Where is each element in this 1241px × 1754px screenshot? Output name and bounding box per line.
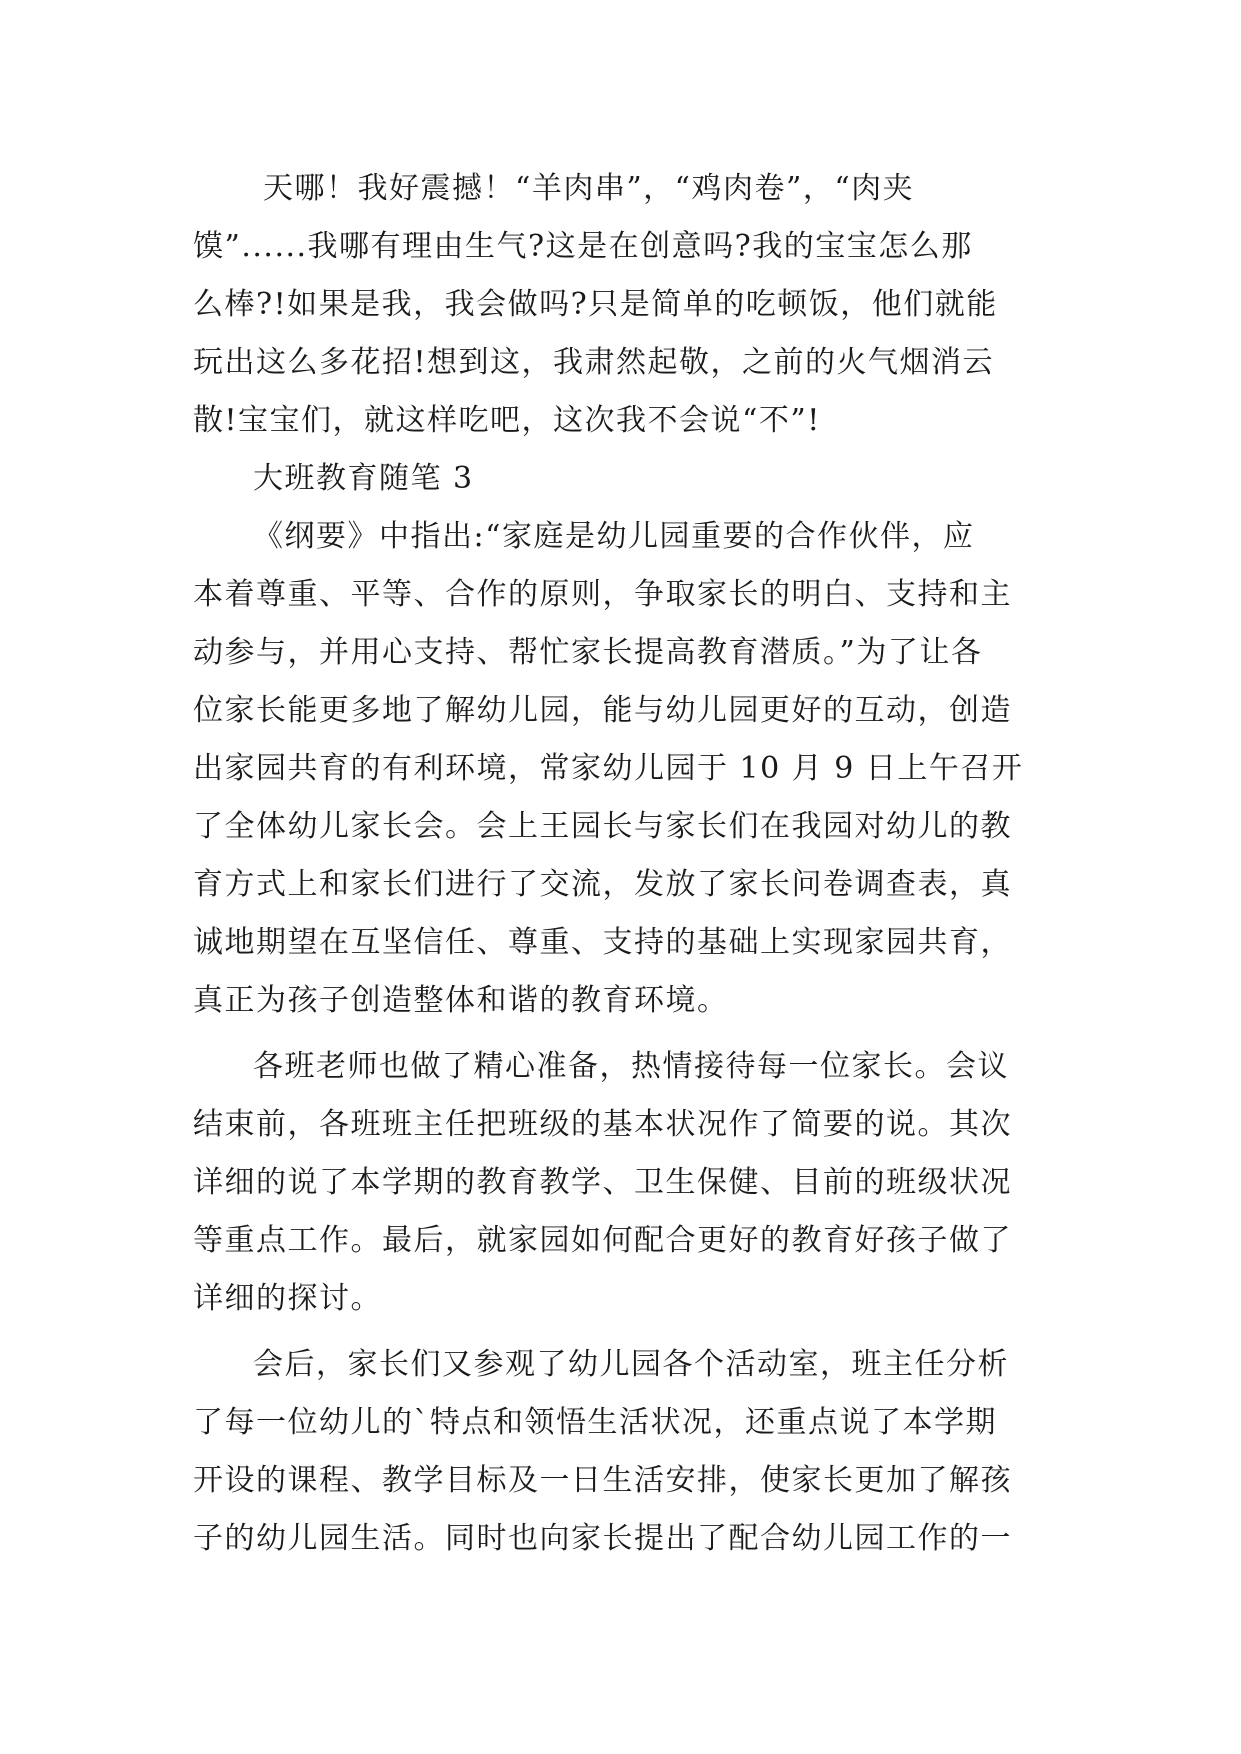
paragraph-line: 各班老师也做了精心准备，热情接待每一位家长。会议 [253, 1049, 1009, 1084]
paragraph-line: 真正为孩子创造整体和谐的教育环境。 [193, 983, 729, 1018]
paragraph-line: 详细的说了本学期的教育教学、卫生保健、目前的班级状况 [193, 1165, 1012, 1200]
paragraph-line: 出家园共育的有利环境，常家幼儿园于 10 月 9 日上午召开 [193, 751, 1024, 786]
paragraph-line: 会后，家长们又参观了幼儿园各个活动室，班主任分析 [253, 1347, 1009, 1382]
section-title: 大班教育随笔 3 [253, 461, 474, 496]
document-body [193, 160, 1073, 1568]
paragraph-4 [193, 1336, 1073, 1568]
paragraph-line: 馍”......我哪有理由生气?这是在创意吗?我的宝宝怎么那 [193, 229, 973, 264]
paragraph-line: 结束前，各班班主任把班级的基本状况作了简要的说。其次 [193, 1107, 1012, 1142]
paragraph-line: 开设的课程、教学目标及一日生活安排，使家长更加了解孩 [193, 1463, 1012, 1498]
paragraph-3 [193, 1038, 1073, 1328]
paragraph-line: 详细的探讨。 [193, 1281, 382, 1316]
section-heading [193, 450, 1073, 508]
paragraph-line: 散!宝宝们，就这样吃吧，这次我不会说“不”! [193, 403, 821, 438]
paragraph-line: 子的幼儿园生活。同时也向家长提出了配合幼儿园工作的一 [193, 1521, 1012, 1556]
paragraph-line: 位家长能更多地了解幼儿园，能与幼儿园更好的互动，创造 [193, 693, 1012, 728]
paragraph-2 [193, 508, 1073, 1030]
paragraph-line: 诚地期望在互坚信任、尊重、支持的基础上实现家园共育， [193, 925, 1012, 960]
paragraph-line: 玩出这么多花招!想到这，我肃然起敬，之前的火气烟消云 [193, 345, 995, 380]
paragraph-line: 了每一位幼儿的`特点和领悟生活状况，还重点说了本学期 [193, 1405, 997, 1440]
paragraph-spacer [193, 1030, 1073, 1038]
paragraph-1 [193, 160, 1073, 450]
paragraph-spacer [193, 1328, 1073, 1336]
paragraph-line: 动参与，并用心支持、帮忙家长提高教育潜质。”为了让各 [193, 635, 983, 670]
paragraph-line: 本着尊重、平等、合作的原则，争取家长的明白、支持和主 [193, 577, 1012, 612]
paragraph-line: 么棒?!如果是我，我会做吗?只是简单的吃顿饭，他们就能 [193, 287, 998, 322]
paragraph-line: 天哪！我好震撼！“羊肉串”，“鸡肉卷”，“肉夹 [263, 171, 915, 206]
paragraph-line: 育方式上和家长们进行了交流，发放了家长问卷调查表，真 [193, 867, 1012, 902]
paragraph-line: 《纲要》中指出:“家庭是幼儿园重要的合作伙伴，应 [253, 519, 975, 554]
paragraph-line: 了全体幼儿家长会。会上王园长与家长们在我园对幼儿的教 [193, 809, 1012, 844]
paragraph-line: 等重点工作。最后，就家园如何配合更好的教育好孩子做了 [193, 1223, 1012, 1258]
